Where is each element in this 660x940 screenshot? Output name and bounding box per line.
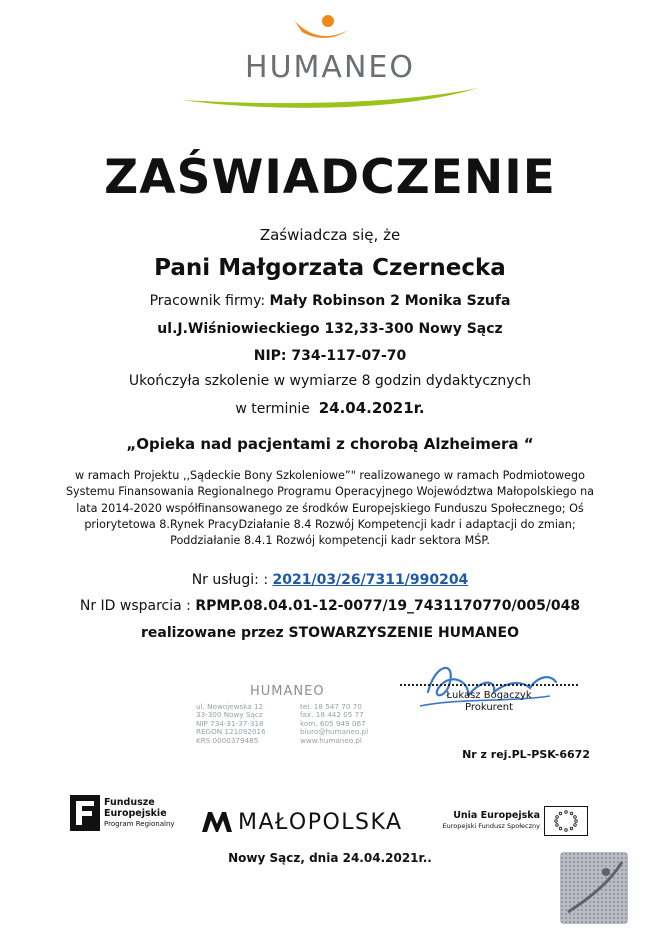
service-number-line [0,572,660,588]
place-and-date: Nowy Sącz, dnia 24.04.2021r.. [228,851,432,865]
service-number-label: Nr usługi: : [191,572,269,588]
stamp-line: KRS 0000379485 [196,735,259,745]
stamp-logo: HUMANEO [250,684,325,699]
service-number-link[interactable]: 2021/03/26/7311/990204 [272,572,469,588]
registry-number: Nr z rej.PL-PSK-6672 [462,748,590,761]
project-description: w ramach Projektu ,,Sądeckie Bony Szkoleniowe”" realizowanego w ramach Podmiotowego Systemu Finansowania Regionalnego Programu Operacyjnego Województwa Małopolskiego na lata 2014-2020 współfinansowanego ze środków Europejskiego Funduszu Społecznego; Oś priorytetowa 8.Rynek PracyDziałanie 8.4 Rozwój Kompetencji kadr i adaptacji do zmian; Poddziałanie 8.4.1 Rozwój kompetencji kadr sektora MŚP. [65,469,595,548]
stamp-line: ul. Nowojewska 12 [196,702,264,711]
stamp-line: REGON 121092016 [196,727,266,737]
course-title: „Opieka nad pacjentami z chorobą Alzheimera “ [126,435,534,453]
employer-address: ul.J.Wiśniowieckiego 132,33-300 Nowy Sącz [157,321,503,337]
hologram-sticker-icon [560,852,628,924]
logo-arms-icon [294,20,348,38]
logo-text: HUMANEO [245,50,415,85]
support-id-label: Nr ID wsparcia : [79,598,191,614]
fundusze-europejskie-text [104,797,175,830]
signatory-name: Łukasz Bogaczyk [446,690,532,701]
stamp-line: 33-300 Nowy Sącz [196,710,263,720]
signature-scribble-icon [410,652,560,724]
eu-flag-icon [544,806,588,836]
training-date-line [0,399,660,417]
stamp-right-column [300,703,390,745]
organizer-line: realizowane przez STOWARZYSZENIE HUMANEO [141,625,519,641]
document-title: ZAŚWIADCZENIE [104,150,556,205]
stamp-line: fax. 18 442 05 77 [300,710,364,720]
signature-line [400,684,578,686]
support-id-line [0,598,660,614]
fundusze-europejskie-icon [70,795,100,831]
eu-line1: Unia Europejska [453,810,540,821]
fe-line3: Program Regionalny [104,820,175,828]
logo-head-icon [322,15,334,27]
eu-text [440,810,540,832]
fe-line1: Fundusze [104,797,155,808]
stamp-left-column [196,703,291,745]
eu-line2: Europejski Fundusz Społeczny [442,822,540,830]
logo-swoosh-icon [182,88,478,108]
stamp-line: kom. 605 949 067 [300,718,366,728]
recipient-name: Pani Małgorzata Czernecka [154,255,506,281]
employer-line [0,293,660,309]
malopolska-icon [200,808,234,834]
employer-nip: NIP: 734-117-07-70 [253,348,407,364]
training-hours: Ukończyła szkolenie w wymiarze 8 godzin dydaktycznych [128,373,532,389]
employer-label: Pracownik firmy: [149,293,266,309]
stamp-line: NIP 734-31-37-318 [196,718,264,728]
stamp-line: tel. 18 547 70 70 [300,702,362,711]
fe-line2: Europejskie [104,808,167,819]
signatory-role: Prokurent [465,702,513,713]
malopolska-text: MAŁOPOLSKA [238,810,403,835]
support-id-value: RPMP.08.04.01-12-0077/19_7431170770/005/048 [195,598,581,614]
intro-text: Zaświadcza się, że [259,226,401,244]
stamp-line: www.humaneo.pl [300,735,362,745]
employer-value: Mały Robinson 2 Monika Szufa [269,293,511,309]
training-date-label: w terminie [235,401,310,417]
training-date-value: 24.04.2021r. [318,399,425,417]
stamp-line: biuro@humaneo.pl [300,727,369,737]
